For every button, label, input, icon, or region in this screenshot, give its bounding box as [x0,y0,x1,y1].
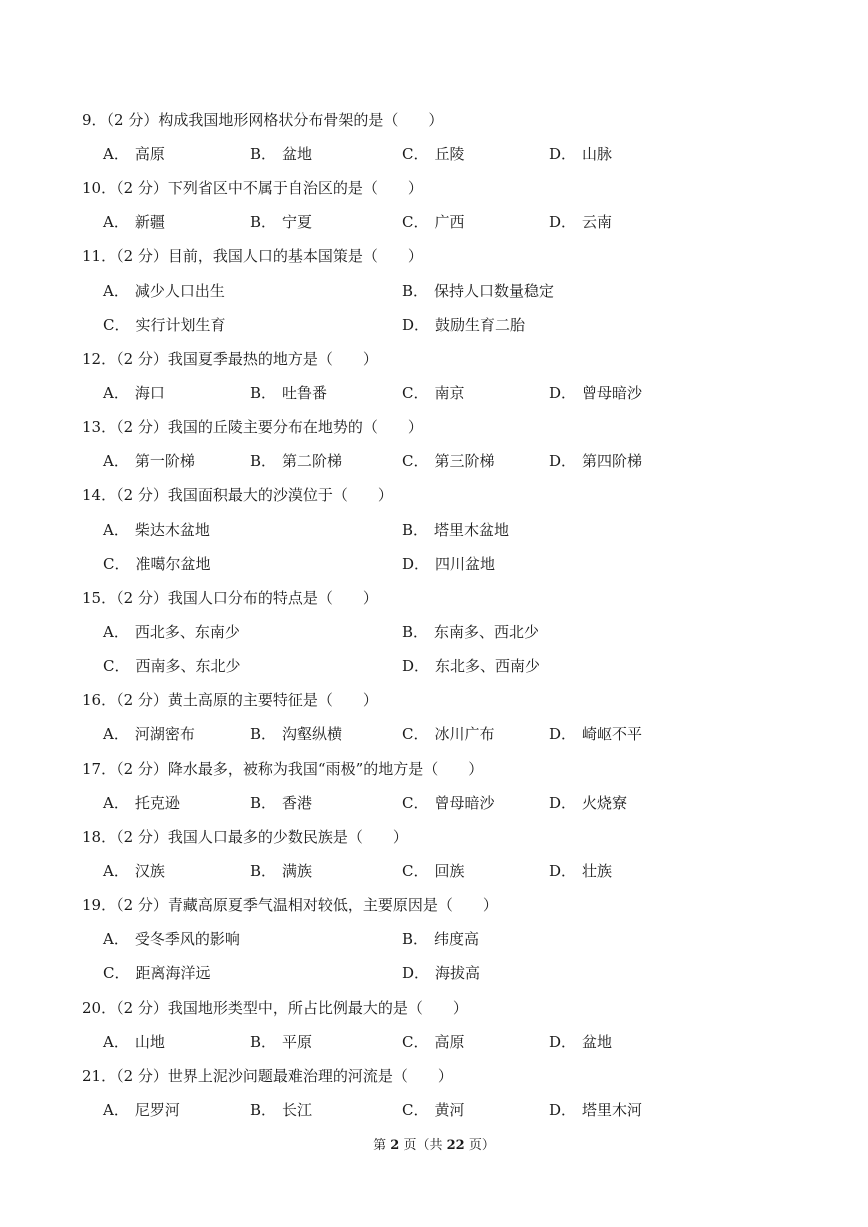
question-11-option-b: B． 保持人口数量稳定 [402,282,555,300]
current-page-number: 2 [390,1138,400,1153]
question-15-stem: 15．（2 分）我国人口分布的特点是（ ） [82,589,378,607]
question-13-option-b: B． 第二阶梯 [250,452,343,470]
question-12-option-a: A． 海口 [103,384,165,402]
question-15-option-a: A． 西北多、东南少 [103,623,240,641]
question-18-option-a: A． 汉族 [103,862,165,880]
question-11-option-d: D． 鼓励生育二胎 [402,316,526,334]
question-14-option-d: D． 四川盆地 [402,555,496,573]
page-footer: 第 2 页（共 22 页） [373,1138,495,1153]
question-14-option-c: C． 准噶尔盆地 [103,555,211,573]
question-10-option-b: B． 宁夏 [250,213,313,231]
question-9-option-b: B． 盆地 [250,145,313,163]
question-16-option-a: A． 河湖密布 [103,725,195,743]
question-20-option-a: A． 山地 [103,1033,165,1051]
question-12-option-d: D． 曾母暗沙 [549,384,643,402]
question-10-option-d: D． 云南 [549,213,613,231]
question-11-option-c: C． 实行计划生育 [103,316,226,334]
question-13-option-c: C． 第三阶梯 [402,452,495,470]
question-17-stem: 17．（2 分）降水最多，被称为我国“雨极”的地方是（ ） [82,760,484,778]
question-20-stem: 20．（2 分）我国地形类型中，所占比例最大的是（ ） [82,999,468,1017]
question-12-option-b: B． 吐鲁番 [250,384,328,402]
question-21-option-c: C． 黄河 [402,1101,465,1119]
question-14-option-b: B． 塔里木盆地 [402,521,510,539]
question-17-option-a: A． 托克逊 [103,794,180,812]
question-13-stem: 13．（2 分）我国的丘陵主要分布在地势的（ ） [82,418,423,436]
question-16-option-d: D． 崎岖不平 [549,725,643,743]
question-14-stem: 14．（2 分）我国面积最大的沙漠位于（ ） [82,486,393,504]
question-9-stem: 9．（2 分）构成我国地形网格状分布骨架的是（ ） [82,111,444,129]
question-12-stem: 12．（2 分）我国夏季最热的地方是（ ） [82,350,378,368]
question-21-option-d: D． 塔里木河 [549,1101,643,1119]
question-17-option-b: B． 香港 [250,794,313,812]
question-15-option-d: D． 东北多、西南少 [402,657,541,675]
question-17-option-d: D． 火烧寮 [549,794,628,812]
question-13-option-d: D． 第四阶梯 [549,452,643,470]
question-11-option-a: A． 减少人口出生 [103,282,225,300]
question-16-option-b: B． 沟壑纵横 [250,725,343,743]
question-16-stem: 16．（2 分）黄土高原的主要特征是（ ） [82,691,378,709]
question-10-stem: 10．（2 分）下列省区中不属于自治区的是（ ） [82,179,423,197]
question-15-option-c: C． 西南多、东北少 [103,657,241,675]
question-19-stem: 19．（2 分）青藏高原夏季气温相对较低，主要原因是（ ） [82,896,498,914]
question-9-option-d: D． 山脉 [549,145,613,163]
question-10-option-a: A． 新疆 [103,213,165,231]
question-17-option-c: C． 曾母暗沙 [402,794,495,812]
question-10-option-c: C． 广西 [402,213,465,231]
question-9-option-a: A． 高原 [103,145,165,163]
question-21-option-a: A． 尼罗河 [103,1101,180,1119]
question-18-option-d: D． 壮族 [549,862,613,880]
question-11-stem: 11．（2 分）目前，我国人口的基本国策是（ ） [82,247,423,265]
total-page-count: 22 [446,1138,465,1153]
question-19-option-b: B． 纬度高 [402,930,480,948]
question-19-option-d: D． 海拔高 [402,964,481,982]
question-21-option-b: B． 长江 [250,1101,313,1119]
question-20-option-d: D． 盆地 [549,1033,613,1051]
question-19-option-a: A． 受冬季风的影响 [103,930,240,948]
question-18-option-b: B． 满族 [250,862,313,880]
question-18-option-c: C． 回族 [402,862,465,880]
question-20-option-b: B． 平原 [250,1033,313,1051]
question-19-option-c: C． 距离海洋远 [103,964,211,982]
question-16-option-c: C． 冰川广布 [402,725,495,743]
question-12-option-c: C． 南京 [402,384,465,402]
question-13-option-a: A． 第一阶梯 [103,452,195,470]
question-15-option-b: B． 东南多、西北少 [402,623,540,641]
question-14-option-a: A． 柴达木盆地 [103,521,210,539]
question-20-option-c: C． 高原 [402,1033,465,1051]
question-21-stem: 21．（2 分）世界上泥沙问题最难治理的河流是（ ） [82,1067,453,1085]
question-9-option-c: C． 丘陵 [402,145,465,163]
question-18-stem: 18．（2 分）我国人口最多的少数民族是（ ） [82,828,408,846]
